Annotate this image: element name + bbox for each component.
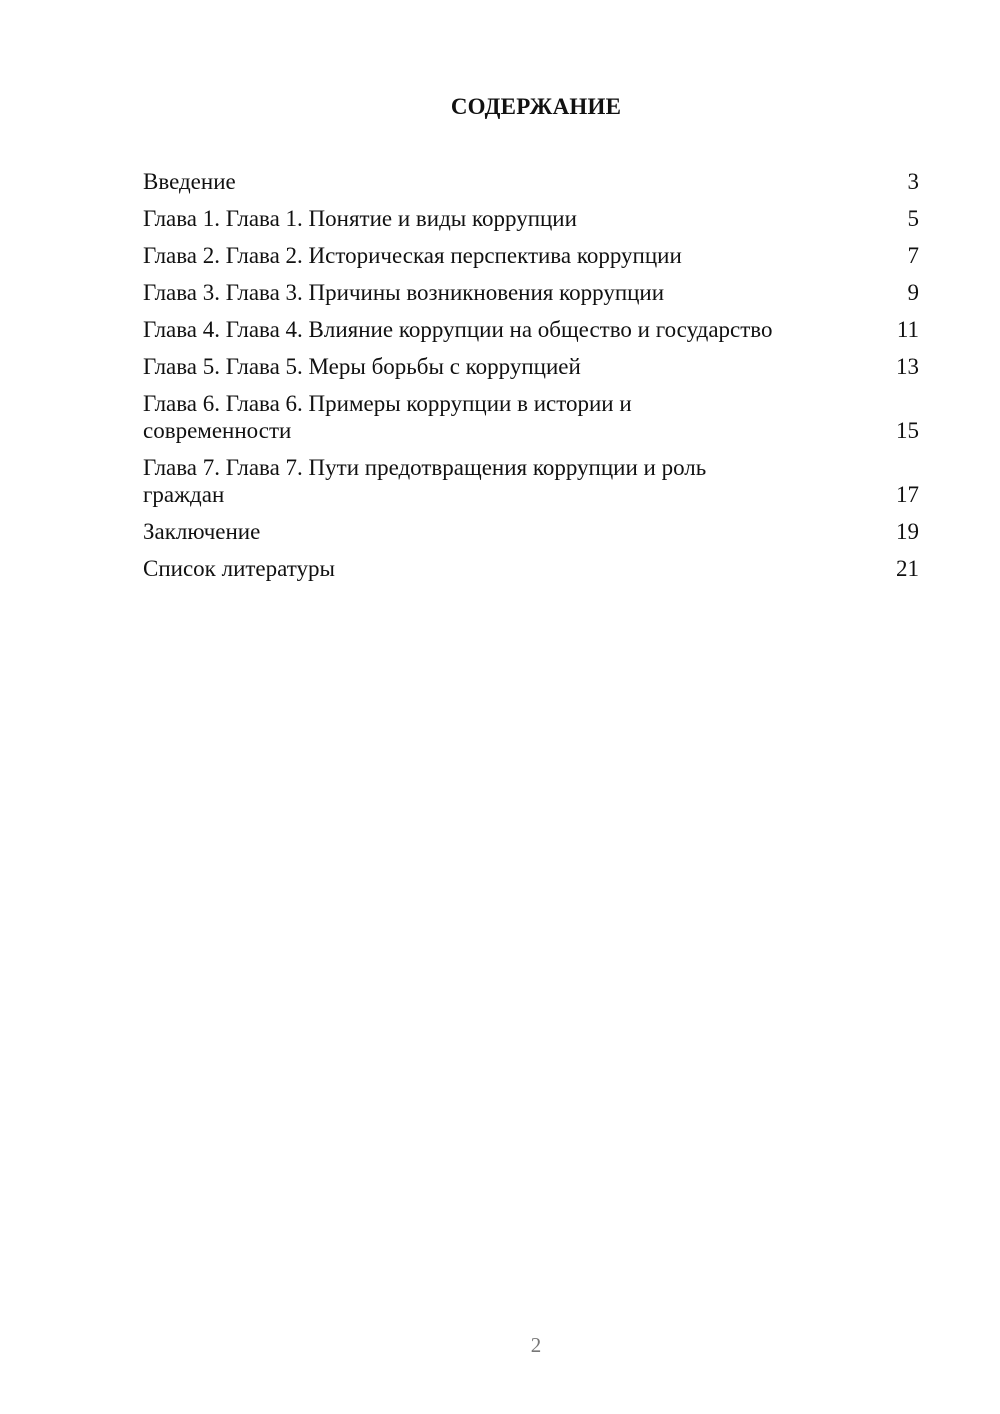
- toc-entry-label: Глава 1. Глава 1. Понятие и виды коррупции: [143, 206, 577, 231]
- toc-entry-label: Список литературы: [143, 556, 335, 581]
- toc-entry-label: Заключение: [143, 519, 261, 544]
- toc-entry-chapter-7: [143, 454, 919, 508]
- toc-entry-chapter-2: [143, 242, 919, 269]
- toc-entry-conclusion: [143, 518, 919, 545]
- toc-entry-chapter-4: [143, 316, 919, 343]
- toc-entry-page: 7: [907, 243, 919, 268]
- toc-entry-page: 5: [907, 206, 919, 231]
- toc-entry-page: 13: [896, 354, 919, 379]
- toc-entry-page: 15: [896, 418, 919, 443]
- page-number: 2: [530, 1333, 542, 1357]
- page-title: СОДЕРЖАНИЕ: [450, 94, 622, 119]
- toc-entry-label: Введение: [143, 169, 236, 194]
- toc-entry-chapter-6: [143, 390, 919, 444]
- toc-entry-label: Глава 5. Глава 5. Меры борьбы с коррупцией: [143, 354, 581, 379]
- toc-entry-page: 9: [907, 280, 919, 305]
- toc-entry-page: 3: [907, 169, 919, 194]
- toc-entry-label: Глава 4. Глава 4. Влияние коррупции на общество и государство: [143, 317, 773, 342]
- toc-entry-page: 19: [896, 519, 919, 544]
- toc-entry-chapter-5: [143, 353, 919, 380]
- toc-entry-bibliography: [143, 555, 919, 582]
- toc-entry-chapter-1: [143, 205, 919, 232]
- toc-entry-label: Глава 2. Глава 2. Историческая перспектива коррупции: [143, 243, 682, 268]
- toc-entry-label: Глава 6. Глава 6. Примеры коррупции в истории и современности: [143, 391, 632, 443]
- toc-entry-introduction: [143, 168, 919, 195]
- toc-entry-page: 21: [896, 556, 919, 581]
- toc-entry-page: 17: [896, 482, 919, 507]
- toc-entry-chapter-3: [143, 279, 919, 306]
- toc-entry-page: 11: [896, 317, 919, 342]
- table-of-contents: [143, 168, 919, 592]
- toc-entry-label: Глава 3. Глава 3. Причины возникновения коррупции: [143, 280, 665, 305]
- toc-entry-label: Глава 7. Глава 7. Пути предотвращения коррупции и роль граждан: [143, 455, 707, 507]
